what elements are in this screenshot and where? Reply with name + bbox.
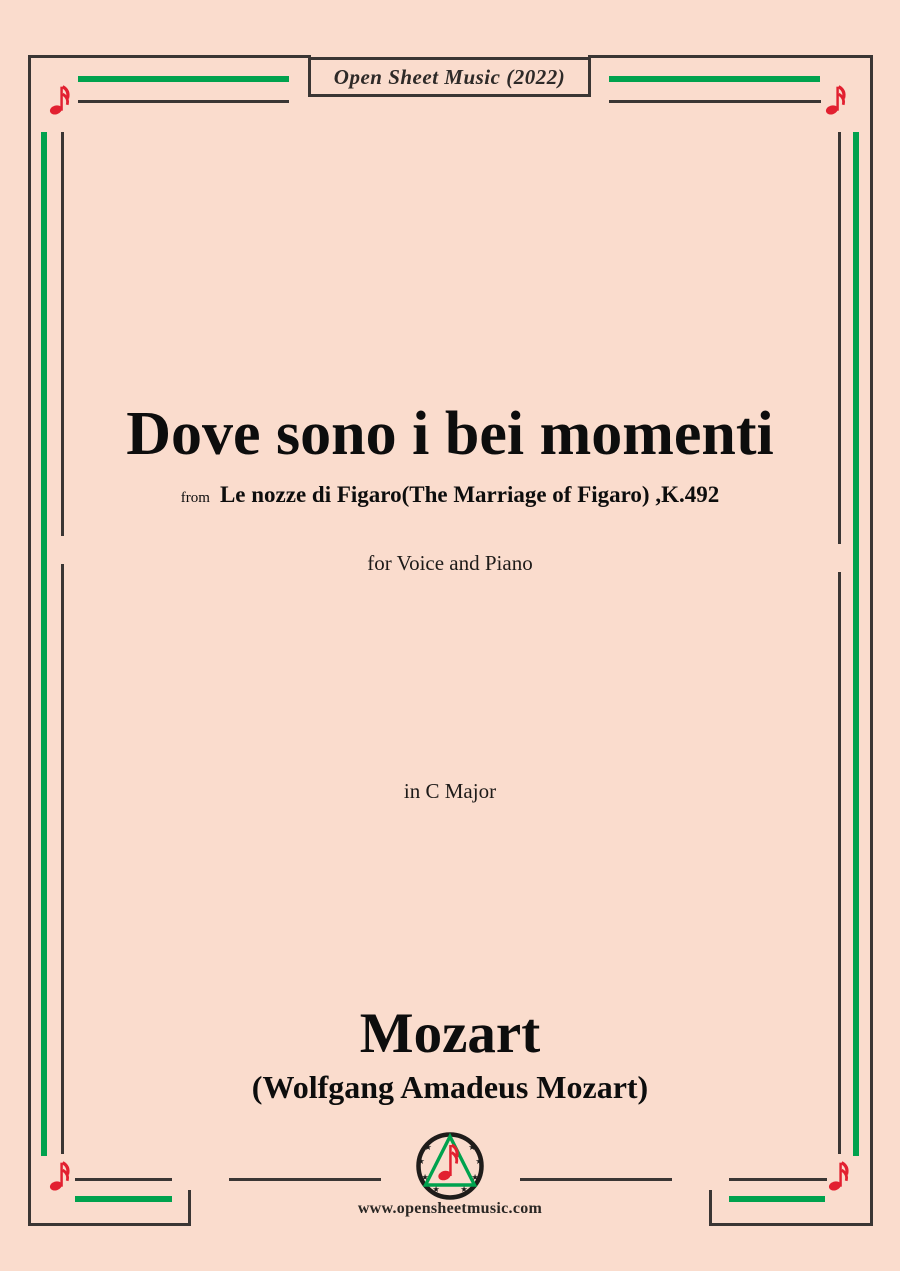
page-title: Dove sono i bei momenti	[126, 400, 774, 468]
subtitle-main: Le nozze di Figaro(The Marriage of Figaro) ,K.492	[219, 482, 720, 507]
deco-top-left-green-bar	[78, 76, 289, 82]
deco-top-right-green-bar	[609, 76, 820, 82]
frame-bottom-left-segment	[28, 1223, 191, 1226]
website-url: www.opensheetmusic.com	[357, 1200, 543, 1217]
music-note-icon	[48, 84, 74, 116]
logo-music-note-icon	[437, 1145, 457, 1182]
music-note-icon	[827, 1160, 853, 1192]
deco-left-line-upper	[61, 132, 64, 536]
deco-right-line-lower	[838, 572, 841, 1154]
publisher-box	[308, 57, 591, 97]
deco-bottom-right-line	[729, 1178, 827, 1181]
svg-text:★: ★	[417, 1157, 425, 1167]
music-note-icon	[48, 1160, 74, 1192]
frame-bottom-right-segment	[709, 1223, 873, 1226]
svg-text:★: ★	[421, 1173, 429, 1183]
deco-bottom-left-line	[75, 1178, 172, 1181]
composer-name: Mozart	[359, 1002, 541, 1065]
svg-text:★: ★	[471, 1173, 479, 1183]
frame-top-right-segment	[588, 55, 873, 58]
publisher-label: Open Sheet Music (2022)	[333, 64, 566, 89]
svg-text:★: ★	[424, 1143, 432, 1153]
composer-full-name: (Wolfgang Amadeus Mozart)	[251, 1069, 649, 1105]
instrumentation-line: for Voice and Piano	[367, 551, 533, 575]
deco-bottom-center-right-dash	[520, 1178, 672, 1181]
deco-top-right-line	[609, 100, 821, 103]
deco-top-left-line	[78, 100, 289, 103]
svg-text:★: ★	[475, 1157, 483, 1167]
subtitle	[0, 482, 900, 508]
deco-bottom-center-left-dash	[229, 1178, 381, 1181]
svg-text:★: ★	[460, 1185, 468, 1195]
svg-text:★: ★	[468, 1143, 476, 1153]
music-note-icon	[824, 84, 850, 116]
frame-top-left-segment	[28, 55, 311, 58]
key-line: in C Major	[403, 779, 497, 803]
svg-text:★: ★	[432, 1185, 440, 1195]
publisher-logo-icon	[413, 1129, 487, 1203]
subtitle-prefix: from	[180, 490, 210, 506]
